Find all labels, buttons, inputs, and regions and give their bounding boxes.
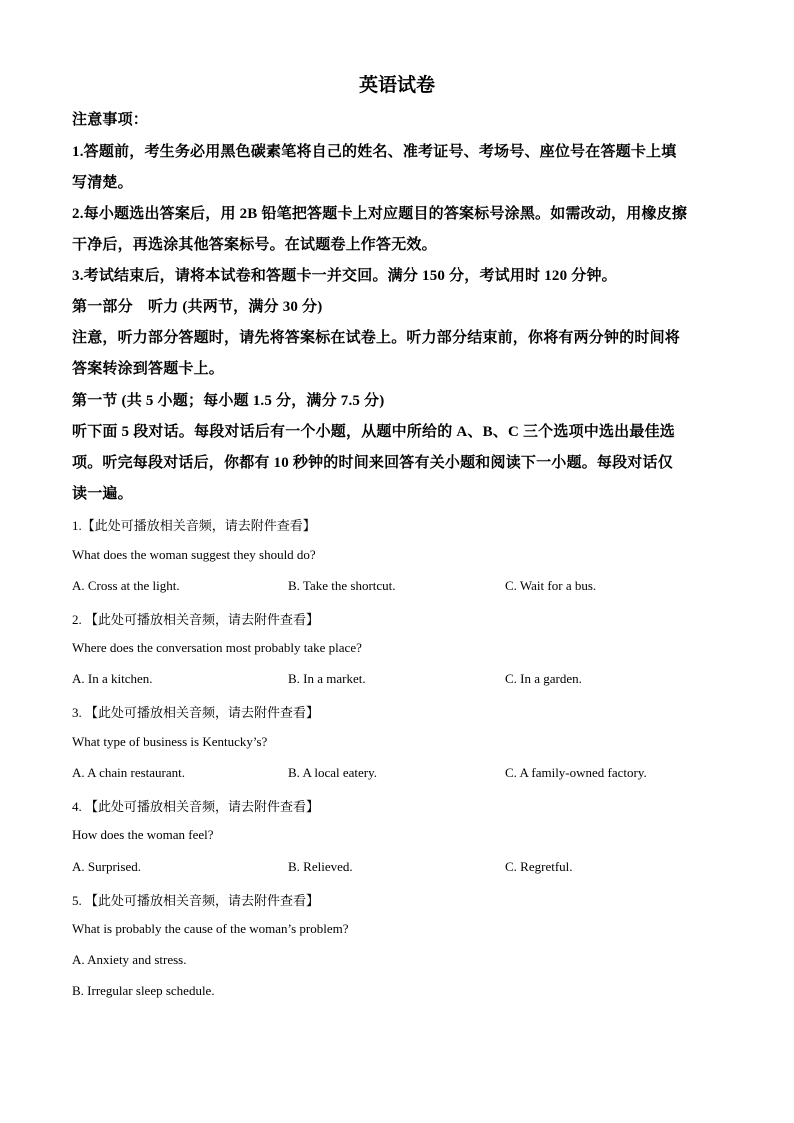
question-4-option-b: B. Relieved. [288,859,353,874]
question-1-audio-link[interactable]: 1.【此处可播放相关音频，请去附件查看】 [72,518,316,533]
part1-heading: 第一部分 听力 (共两节，满分 30 分) [72,299,323,315]
question-5-text: What is probably the cause of the woman’s problem? [72,921,349,936]
section1-intro-line-2: 项。听完每段对话后，你都有 10 秒钟的时间来回答有关小题和阅读下一小题。每段对话仅 [72,455,673,471]
question-4-option-c: C. Regretful. [505,859,573,874]
question-2-audio-link[interactable]: 2. 【此处可播放相关音频，请去附件查看】 [72,612,320,627]
question-2-option-b: B. In a market. [288,671,366,686]
question-5-audio-link[interactable]: 5. 【此处可播放相关音频，请去附件查看】 [72,893,320,908]
question-4-audio-link[interactable]: 4. 【此处可播放相关音频，请去附件查看】 [72,799,320,814]
part1-note-line-2: 答案转涂到答题卡上。 [72,361,225,377]
question-3-option-b: B. A local eatery. [288,765,378,780]
section1-intro-line-1: 听下面 5 段对话。每段对话后有一个小题，从题中所给的 A、B、C 三个选项中选出最佳选 [72,424,675,440]
part1-note-line-1: 注意，听力部分答题时，请先将答案标在试卷上。听力部分结束前，你将有两分钟的时间将 [72,330,681,346]
question-1-option-a: A. Cross at the light. [72,578,180,593]
question-4-text: How does the woman feel? [72,827,214,842]
page-title: 英语试卷 [358,75,435,96]
section1-intro-line-3: 读一遍。 [72,486,133,502]
question-3-text: What type of business is Kentucky’s? [72,734,268,749]
note-item-3: 3.考试结束后，请将本试卷和答题卡一并交回。满分 150 分，考试用时 120 分钟。 [72,268,617,284]
question-3-option-c: C. A family-owned factory. [505,765,647,780]
question-1-option-c: C. Wait for a bus. [505,578,597,593]
note-item-1-line-1: 1.答题前，考生务必用黑色碳素笔将自己的姓名、准考证号、考场号、座位号在答题卡上填 [72,144,677,160]
question-1-option-b: B. Take the shortcut. [288,578,396,593]
question-2-option-c: C. In a garden. [505,671,582,686]
note-item-1-line-2: 写清楚。 [72,175,133,191]
note-item-2-line-1: 2.每小题选出答案后，用 2B 铅笔把答题卡上对应题目的答案标号涂黑。如需改动，用橡皮擦 [72,206,688,222]
question-2-text: Where does the conversation most probably take place? [72,640,362,655]
section1-heading: 第一节 (共 5 小题；每小题 1.5 分，满分 7.5 分) [72,393,385,409]
question-3-option-a: A. A chain restaurant. [72,765,185,780]
notes-heading: 注意事项： [72,112,149,128]
question-1-text: What does the woman suggest they should do? [72,547,316,562]
question-5-option-a: A. Anxiety and stress. [72,952,187,967]
question-2-option-a: A. In a kitchen. [72,671,153,686]
note-item-2-line-2: 干净后，再选涂其他答案标号。在试题卷上作答无效。 [72,237,437,253]
question-3-audio-link[interactable]: 3. 【此处可播放相关音频，请去附件查看】 [72,705,320,720]
question-5-option-b: B. Irregular sleep schedule. [72,983,215,998]
question-4-option-a: A. Surprised. [72,859,141,874]
